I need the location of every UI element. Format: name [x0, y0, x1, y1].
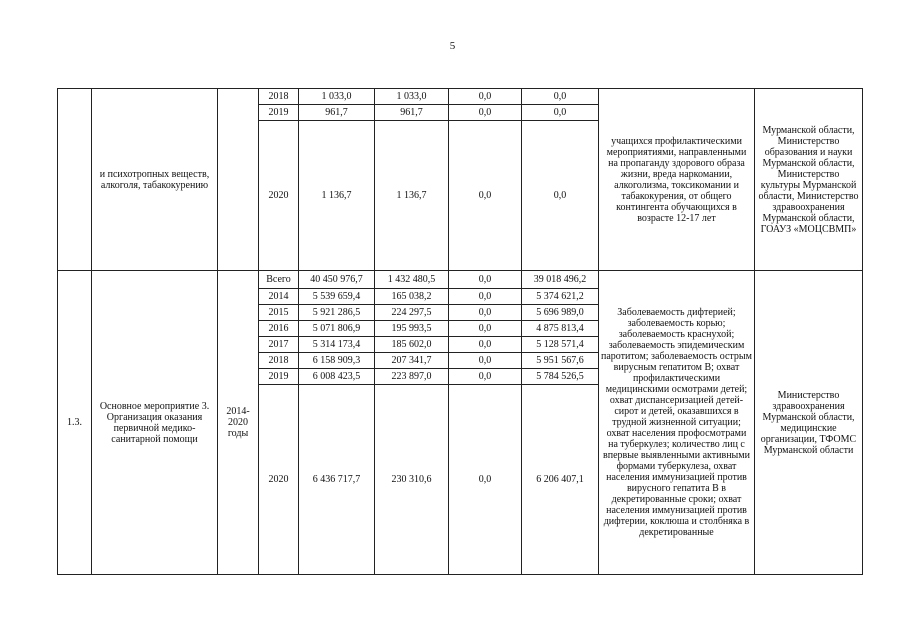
- regional-cell: 195 993,5: [375, 321, 449, 337]
- total-cell: 5 314 173,4: [299, 337, 375, 353]
- total-cell: 5 071 806,9: [299, 321, 375, 337]
- regional-cell: 230 310,6: [375, 385, 449, 575]
- total-cell: 961,7: [299, 105, 375, 121]
- year-cell: 2018: [259, 89, 299, 105]
- year-cell: 2014: [259, 289, 299, 305]
- year-cell: 2019: [259, 105, 299, 121]
- regional-cell: 224 297,5: [375, 305, 449, 321]
- year-cell: 2019: [259, 369, 299, 385]
- year-cell: 2017: [259, 337, 299, 353]
- year-cell: 2016: [259, 321, 299, 337]
- federal-cell: 0,0: [449, 305, 522, 321]
- other-cell: 6 206 407,1: [522, 385, 599, 575]
- other-cell: 5 696 989,0: [522, 305, 599, 321]
- executors-cell: Мурманской области, Министерство образования и науки Мурманской области, Министерство культуры Мурманской области, Министерство здравоохранения Мурманской области, ГОАУЗ «МОЦСВМП»: [755, 89, 863, 271]
- total-cell: 1 136,7: [299, 121, 375, 271]
- federal-cell: 0,0: [449, 121, 522, 271]
- total-cell: 6 008 423,5: [299, 369, 375, 385]
- total-cell: 1 033,0: [299, 89, 375, 105]
- other-cell: 0,0: [522, 105, 599, 121]
- regional-cell: 961,7: [375, 105, 449, 121]
- regional-cell: 223 897,0: [375, 369, 449, 385]
- federal-cell: 0,0: [449, 337, 522, 353]
- other-cell: 5 951 567,6: [522, 353, 599, 369]
- year-cell: Всего: [259, 271, 299, 289]
- regional-cell: 1 033,0: [375, 89, 449, 105]
- total-cell: 5 539 659,4: [299, 289, 375, 305]
- table-row: [58, 271, 863, 289]
- federal-cell: 0,0: [449, 89, 522, 105]
- federal-cell: 0,0: [449, 105, 522, 121]
- indicators-cell: учащихся профилактическими мероприятиями, направленными на пропаганду здорового образа жизни, вреда наркомании, алкоголизма, токсикомании и табакокурения, от общего контингента обучающихся в возрасте 12-17 лет: [599, 89, 755, 271]
- block-1: [58, 89, 863, 271]
- year-cell: 2018: [259, 353, 299, 369]
- total-cell: 6 158 909,3: [299, 353, 375, 369]
- block-2: [58, 271, 863, 575]
- activity-cell: и психотропных веществ, алкоголя, табакокурению: [92, 89, 218, 271]
- indicators-cell: Заболеваемость дифтерией; заболеваемость корью; заболеваемость краснухой; заболеваемость эпидемическим паротитом; заболеваемость острым вирусным гепатитом В; охват профилактическими медицинскими осмотрами детей; охват диспансеризацией детей-сирот и детей, оказавшихся в трудной жизненной ситуации; охват населения профосмотрами на туберкулез; количество лиц с впервые выявленными активными формами туберкулеза, охват населения иммунизацией против вирусного гепатита В в декретированные сроки; охват населения иммунизацией против дифтерии, коклюша и столбняка в декретированные: [599, 271, 755, 575]
- federal-cell: 0,0: [449, 369, 522, 385]
- period-cell: [218, 89, 259, 271]
- regional-cell: 207 341,7: [375, 353, 449, 369]
- federal-cell: 0,0: [449, 353, 522, 369]
- regional-cell: 1 136,7: [375, 121, 449, 271]
- regional-cell: 185 602,0: [375, 337, 449, 353]
- federal-cell: 0,0: [449, 271, 522, 289]
- regional-cell: 1 432 480,5: [375, 271, 449, 289]
- activity-cell: Основное мероприятие 3. Организация оказания первичной медико-санитарной помощи: [92, 271, 218, 575]
- year-cell: 2015: [259, 305, 299, 321]
- total-cell: 40 450 976,7: [299, 271, 375, 289]
- federal-cell: 0,0: [449, 321, 522, 337]
- federal-cell: 0,0: [449, 289, 522, 305]
- row-number-cell: [58, 89, 92, 271]
- regional-cell: 165 038,2: [375, 289, 449, 305]
- other-cell: 5 128 571,4: [522, 337, 599, 353]
- period-cell: 2014-2020 годы: [218, 271, 259, 575]
- year-cell: 2020: [259, 121, 299, 271]
- other-cell: 5 374 621,2: [522, 289, 599, 305]
- executors-cell: Министерство здравоохранения Мурманской области, медицинские организации, ТФОМС Мурманской области: [755, 271, 863, 575]
- page-number: 5: [449, 40, 456, 52]
- total-cell: 5 921 286,5: [299, 305, 375, 321]
- other-cell: 5 784 526,5: [522, 369, 599, 385]
- other-cell: 0,0: [522, 89, 599, 105]
- other-cell: 39 018 496,2: [522, 271, 599, 289]
- other-cell: 0,0: [522, 121, 599, 271]
- program-table: [57, 88, 863, 575]
- row-number-cell: 1.3.: [58, 271, 92, 575]
- table-row: [58, 89, 863, 105]
- other-cell: 4 875 813,4: [522, 321, 599, 337]
- federal-cell: 0,0: [449, 385, 522, 575]
- total-cell: 6 436 717,7: [299, 385, 375, 575]
- year-cell: 2020: [259, 385, 299, 575]
